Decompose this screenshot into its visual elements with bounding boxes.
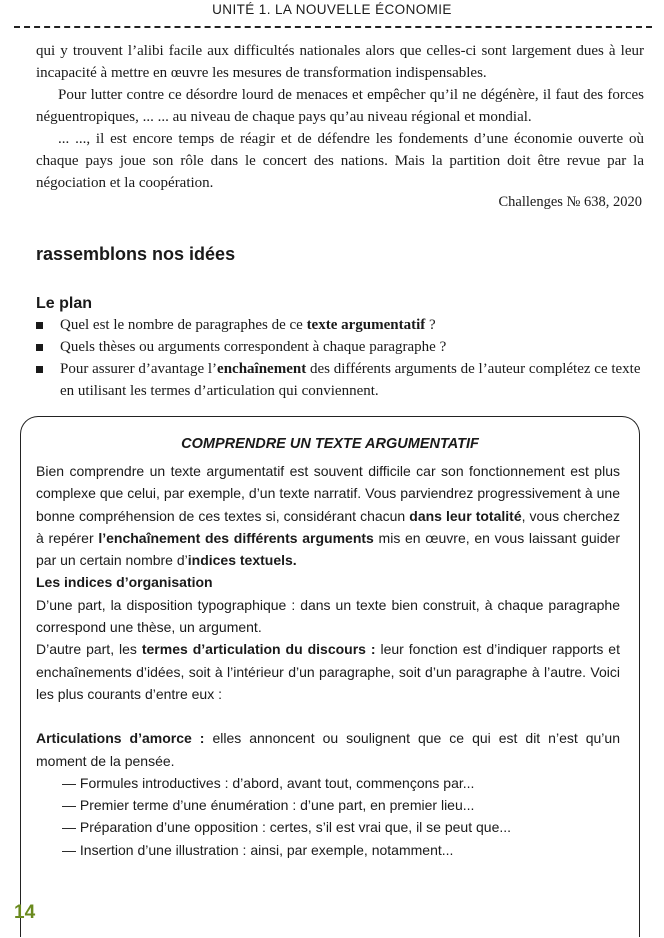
article-paragraph: ... ..., il est encore temps de réagir et de défendre les fondements d’une économie ouverte où chaque pays joue son rôle dans le concert des nations. Mais la partition doit être revue par la négociation et la coopération.	[36, 131, 644, 191]
info-box-intro: Bien comprendre un texte argumentatif est souvent difficile car son fonctionnement est plus complexe que celui, par exemple, d’un texte narratif. Vous parviendrez progressivement à une bonne compréhension de ces textes si, considérant chacun dans leur totalité, vous cherchez à repérer l’enchaînement des différents arguments mis en œuvre, en vous laissant guider par un certain nombre d’indices textuels.	[36, 463, 620, 569]
list-item: — Insertion d’une illustration : ainsi, par exemple, notamment...	[62, 841, 454, 858]
article-paragraph: qui y trouvent l’alibi facile aux difficultés nationales alors que celles-ci sont largement dues à leur incapacité à mettre en œuvre les mesures de transformation indispensables.	[36, 43, 644, 81]
articulation-paragraph: D’autre part, les termes d’articulation du discours : leur fonction est d’indiquer rapports et enchaînements d’idées, soit à l’intérieur d’un paragraphe, soit d’un paragraphe à l’autre. Voici les plus courants d’entre eux :	[36, 641, 620, 702]
organisation-heading: Les indices d’organisation	[36, 574, 213, 591]
page-number: 14	[14, 902, 36, 923]
info-box-title: COMPRENDRE UN TEXTE ARGUMENTATIF	[181, 436, 479, 452]
square-bullet-icon	[36, 322, 43, 329]
list-item: Quels thèses ou arguments correspondent à chaque paragraphe ?	[36, 336, 644, 358]
list-item: — Premier terme d’une énumération : d’une part, en premier lieu...	[62, 797, 475, 814]
article-source: Challenges № 638, 2020	[498, 194, 642, 210]
header-divider	[14, 26, 652, 28]
square-bullet-icon	[36, 366, 43, 373]
question-list	[36, 314, 644, 402]
list-item: Quel est le nombre de paragraphes de ce texte argumentatif ?	[36, 314, 644, 336]
list-item: — Préparation d’une opposition : certes, s’il est vrai que, il se peut que...	[62, 819, 512, 836]
list-item: Pour assurer d’avantage l’enchaînement des différents arguments de l’auteur complétez ce texte en utilisant les termes d’articulation qui conviennent.	[36, 358, 644, 402]
section-title: rassemblons nos idées	[36, 244, 236, 264]
plan-title: Le plan	[36, 295, 93, 312]
list-item: — Formules introductives : d’abord, avant tout, commençons par...	[62, 774, 475, 791]
amorce-paragraph: Articulations d’amorce : elles annoncent ou soulignent que ce qui est dit n’est qu’un moment de la pensée.	[36, 730, 620, 769]
article-paragraph: Pour lutter contre ce désordre lourd de menaces et empêcher qu’il ne dégénère, il faut des forces néguentropiques, ... ... au niveau de chaque pays qu’au niveau régional et mondial.	[36, 87, 644, 125]
running-header: UNITÉ 1. LA NOUVELLE ÉCONOMIE	[212, 2, 452, 17]
article-excerpt	[36, 40, 644, 194]
organisation-paragraph: D’une part, la disposition typographique : dans un texte bien construit, à chaque paragraphe correspond une thèse, un argument.	[36, 596, 620, 636]
square-bullet-icon	[36, 344, 43, 351]
info-box-content	[36, 460, 620, 861]
